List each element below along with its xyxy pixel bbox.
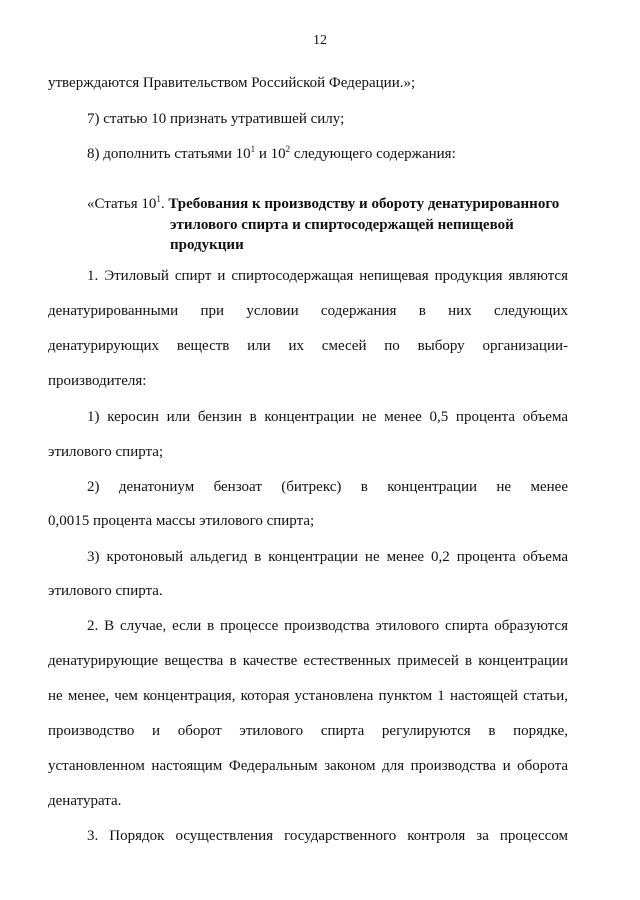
paragraph-line: денатурирующих веществ или их смесей по выбору организации- [48, 338, 568, 354]
article-title-line-3: продукции [170, 237, 244, 253]
paragraph-line: 3. Порядок осуществления государственного контроля за процессом [87, 828, 568, 844]
article-prefix: «Статья 10 [87, 196, 157, 212]
paragraph-line: этилового спирта; [48, 444, 164, 460]
paragraph-line: денатурата. [48, 793, 122, 809]
article-title-line-1: Требования к производству и обороту денатурированного [168, 196, 560, 212]
paragraph-line: производителя: [48, 373, 147, 389]
superscript: 1 [250, 144, 256, 154]
paragraph-line: этилового спирта. [48, 583, 163, 599]
paragraph-line: 1. Этиловый спирт и спиртосодержащая непищевая продукция являются [87, 268, 568, 284]
article-title-line-2: этилового спирта и спиртосодержащей непищевой [170, 217, 514, 233]
superscript: 1 [156, 194, 161, 204]
text-line: утверждаются Правительством Российской Федерации.»; [48, 75, 416, 91]
paragraph-line: 1) керосин или бензин в концентрации не менее 0,5 процента объема [87, 409, 568, 425]
superscript: 2 [285, 144, 291, 154]
list-item-8 [87, 145, 456, 163]
item8-text-pre: 8) дополнить статьями 10 [87, 146, 251, 162]
item8-text-mid: и 10 [255, 146, 286, 162]
paragraph-line: 2) денатониум бензоат (битрекс) в концентрации не менее [87, 479, 568, 495]
paragraph-line: 3) кротоновый альдегид в концентрации не менее 0,2 процента объема [87, 549, 568, 565]
page-number: 12 [313, 33, 327, 48]
article-prefix-end: . [160, 196, 165, 212]
paragraph-line: 2. В случае, если в процессе производства этилового спирта образуются [87, 618, 568, 634]
article-heading [87, 195, 559, 213]
list-item-7: 7) статью 10 признать утратившей силу; [87, 111, 345, 127]
paragraph-line: установленном настоящим Федеральным законом для производства и оборота [48, 758, 568, 774]
paragraph-line: не менее, чем концентрация, которая установлена пунктом 1 настоящей статьи, [48, 688, 568, 704]
paragraph-line: денатурирующие вещества в качестве естественных примесей в концентрации [48, 653, 568, 669]
paragraph-line: производство и оборот этилового спирта регулируются в порядке, [48, 723, 568, 739]
paragraph-line: 0,0015 процента массы этилового спирта; [48, 513, 315, 529]
paragraph-line: денатурированными при условии содержания в них следующих [48, 303, 568, 319]
item8-text-post: следующего содержания: [290, 146, 456, 162]
